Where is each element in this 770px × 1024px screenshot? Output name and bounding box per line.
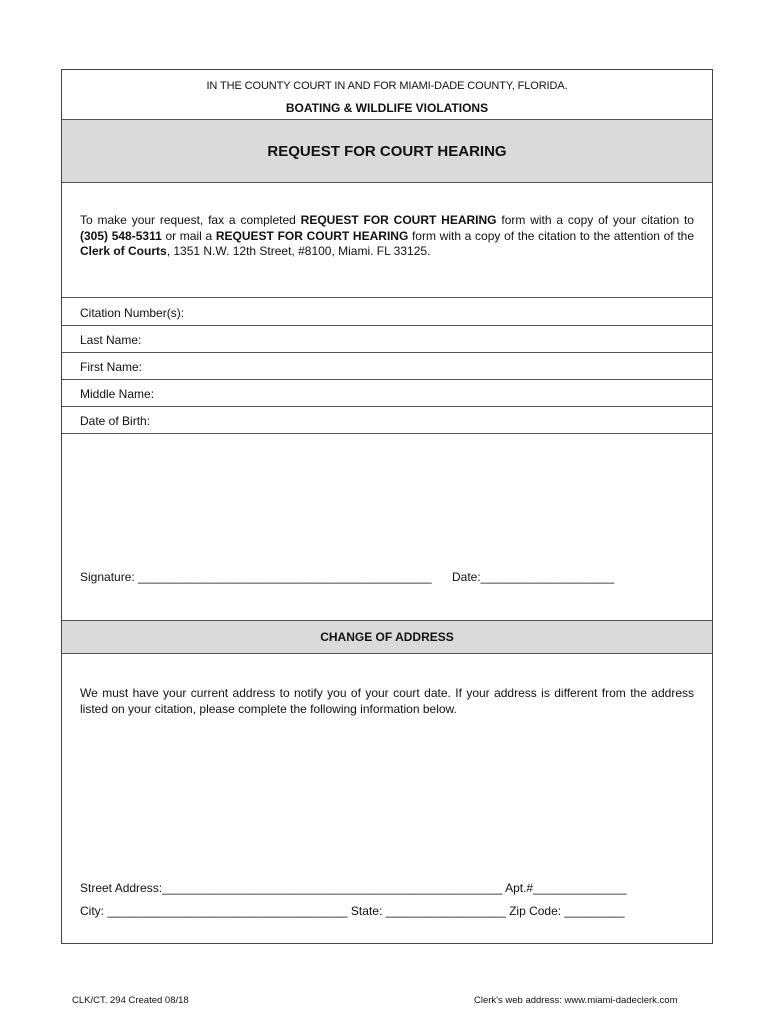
first-name-label: First Name: xyxy=(80,359,143,374)
address-instructions: We must have your current address to notify you of your court date. If your address is different from the address listed on your citation, please complete the following information below. xyxy=(80,686,694,716)
middle-name-label: Middle Name: xyxy=(80,386,155,401)
form-id: CLK/CT. 294 Created 08/18 xyxy=(72,995,189,1006)
change-of-address-banner xyxy=(62,620,712,654)
request-form xyxy=(61,69,713,944)
mailing-address: , 1351 N.W. 12th Street, #8100, Miami. FL 33125. xyxy=(166,244,431,258)
court-heading: IN THE COUNTY COURT IN AND FOR MIAMI-DADE COUNTY, FLORIDA. xyxy=(206,80,568,92)
clerk-website: Clerk's web address: www.miami-dadeclerk.com xyxy=(474,995,678,1006)
fax-number: (305) 548-5311 xyxy=(80,228,162,243)
form-title: REQUEST FOR COURT HEARING xyxy=(267,142,507,160)
last-name-field[interactable] xyxy=(62,326,712,353)
instructions-text-3: or mail a xyxy=(161,228,216,243)
instructions-text-1: To make your request, fax a completed xyxy=(80,213,301,227)
instructions-form-name-1: REQUEST FOR COURT HEARING xyxy=(300,213,497,227)
divider xyxy=(62,297,712,298)
middle-name-field[interactable] xyxy=(62,380,712,407)
instructions-form-name-2: REQUEST FOR COURT HEARING xyxy=(215,228,409,243)
form-title-banner xyxy=(62,119,712,183)
street-address-line[interactable]: Street Address:___________________________________________________ Apt.#______________ xyxy=(80,881,627,895)
citation-number-field[interactable] xyxy=(62,299,712,326)
instructions-text-4: form with a copy of the citation to the attention of the xyxy=(408,228,695,243)
first-name-field[interactable] xyxy=(62,353,712,380)
citation-number-label: Citation Number(s): xyxy=(80,305,185,320)
date-of-birth-label: Date of Birth: xyxy=(80,413,151,428)
city-state-zip-line[interactable]: City: ____________________________________ State: __________________ Zip Code: _________ xyxy=(80,904,625,918)
signature-line[interactable]: Signature: ____________________________________________ xyxy=(80,570,432,584)
date-of-birth-field[interactable] xyxy=(62,407,712,434)
divider xyxy=(62,433,712,434)
date-line[interactable]: Date:____________________ xyxy=(452,570,615,584)
instructions-paragraph xyxy=(80,213,694,260)
division-heading: BOATING & WILDLIFE VIOLATIONS xyxy=(285,101,489,115)
clerk-of-courts: Clerk of Courts xyxy=(80,244,167,258)
instructions-text-2: form with a copy of your citation to xyxy=(496,213,694,227)
last-name-label: Last Name: xyxy=(80,332,142,347)
change-of-address-title: CHANGE OF ADDRESS xyxy=(320,630,454,644)
